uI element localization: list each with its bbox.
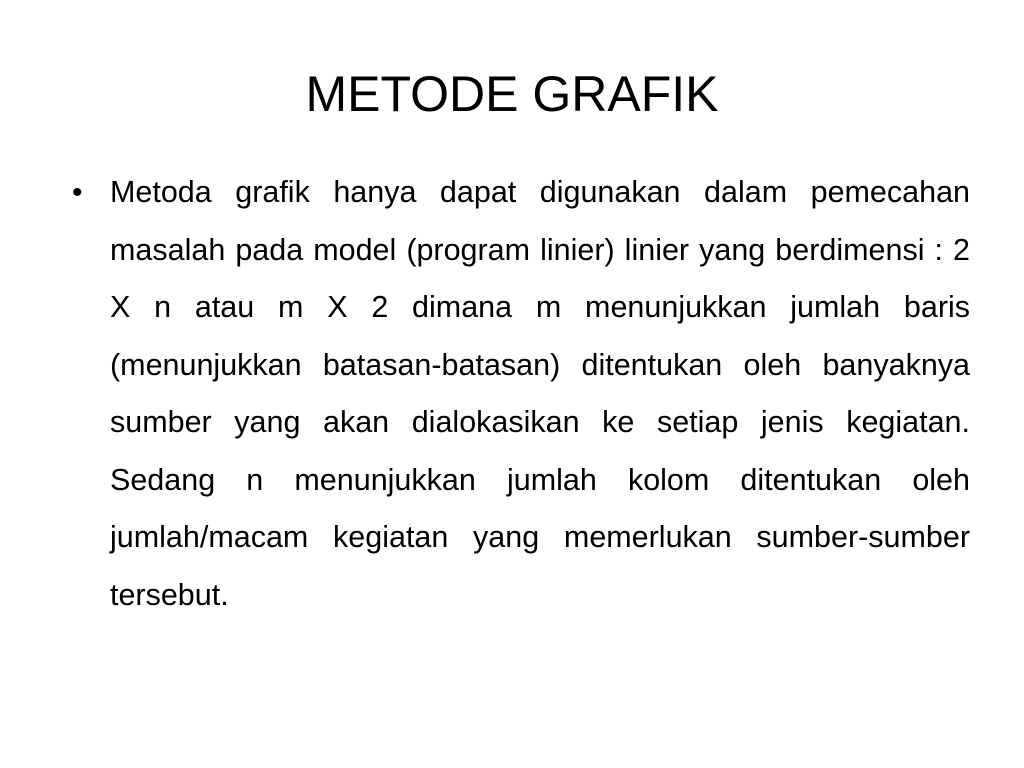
slide-title: METODE GRAFIK	[305, 66, 719, 122]
bullet-text: Metoda grafik hanya dapat digunakan dalam pemecahan masalah pada model (program linier) linier yang berdimensi : 2 X n atau m X 2 dimana m menunjukkan jumlah baris (menunjukkan batasan-batasan) ditentukan oleh banyaknya sumber yang akan dialokasikan ke setiap jenis kegiatan. Sedang n menunjukkan jumlah kolom ditentukan oleh jumlah/macam kegiatan yang memerlukan sumber-sumber tersebut.	[110, 175, 970, 612]
bullet-dot-icon: •	[72, 176, 83, 209]
bullet-list	[72, 164, 970, 624]
bullet-item	[72, 164, 970, 624]
